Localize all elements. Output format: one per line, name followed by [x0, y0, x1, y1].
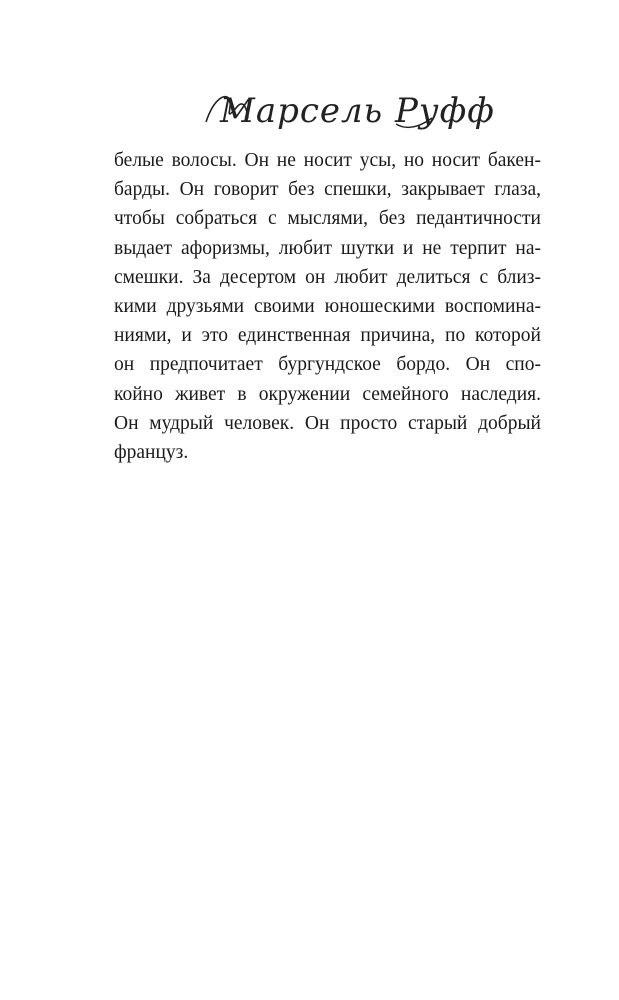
text-line: ниями, и это единственная причина, по которой — [114, 325, 541, 347]
author-signature — [196, 78, 495, 140]
text-line: кими друзьями своими юношескими воспомина- — [114, 296, 541, 318]
text-line: койно живет в окружении семейного наследия. — [114, 383, 541, 405]
text-line: смешки. За десертом он любит делиться с близ- — [114, 266, 541, 288]
text-line: он предпочитает бургундское бордо. Он спо- — [114, 354, 541, 376]
text-line-last: француз. — [114, 442, 189, 464]
text-line: барды. Он говорит без спешки, закрывает глаза, — [114, 179, 541, 201]
body-paragraph — [114, 146, 541, 467]
signature-text: Марсель Руфф — [220, 91, 495, 131]
signature-graphic — [196, 78, 495, 140]
text-line: чтобы собраться с мыслями, без педантичности — [114, 208, 541, 230]
text-line: Он мудрый человек. Он просто старый добрый — [114, 412, 541, 434]
text-line: выдает афоризмы, любит шутки и не терпит на- — [114, 237, 541, 259]
text-line: белые волосы. Он не носит усы, но носит бакен- — [114, 150, 541, 171]
